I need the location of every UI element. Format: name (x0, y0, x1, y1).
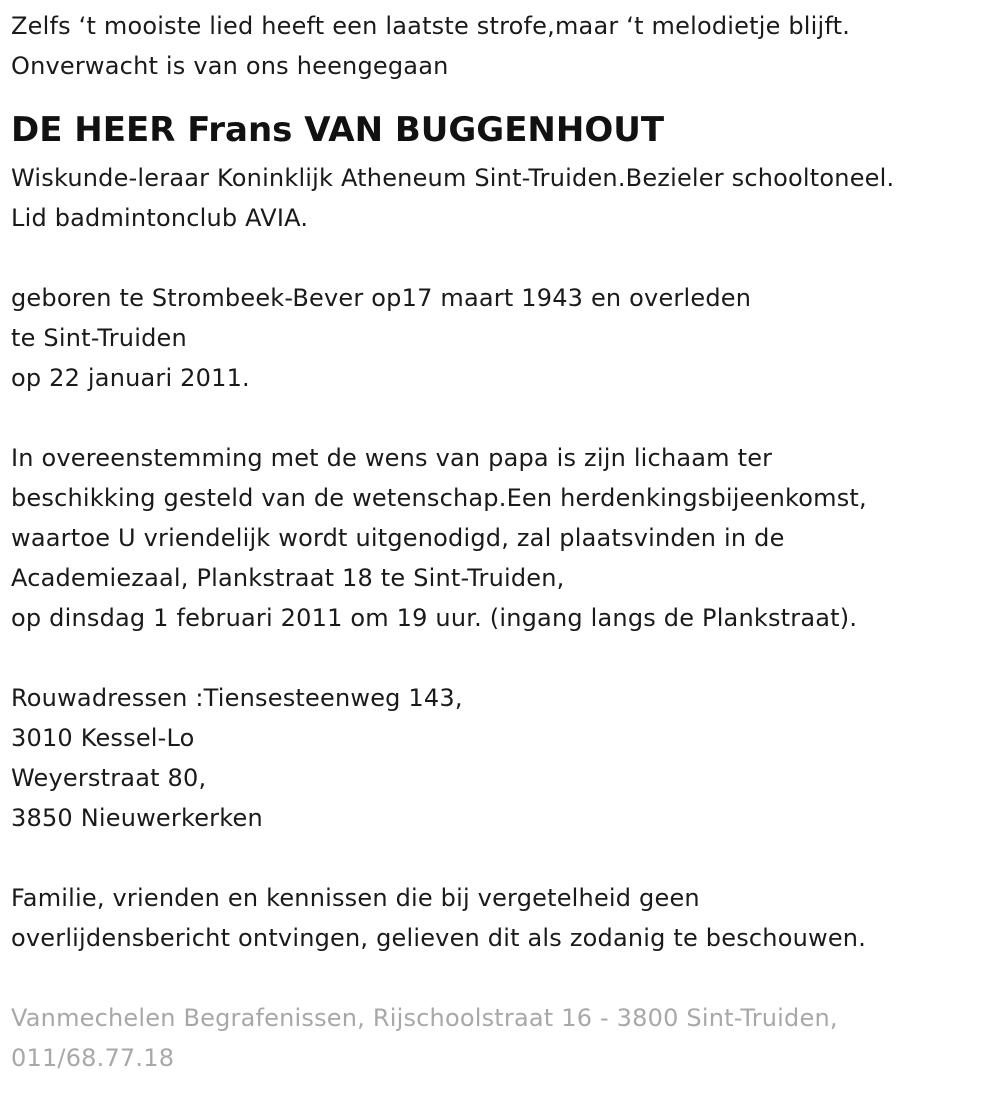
address-line: Rouwadressen :Tiensesteenweg 143, (11, 684, 463, 712)
ceremony-line: Academiezaal, Plankstraat 18 te Sint-Truiden, (11, 564, 565, 592)
birth-death-line: op 22 januari 2011. (11, 364, 250, 392)
ceremony-line: beschikking gesteld van de wetenschap.Een herdenkingsbijeenkomst, (11, 484, 867, 512)
description-line: Lid badmintonclub AVIA. (11, 204, 309, 232)
mourning-addresses (11, 678, 1000, 838)
funeral-home-info (11, 998, 1000, 1078)
notice-line: overlijdensbericht ontvingen, gelieven dit als zodanig te beschouwen. (11, 924, 867, 952)
description-line: Wiskunde-leraar Koninklijk Atheneum Sint-Truiden.Bezieler schooltoneel. (11, 164, 895, 192)
ceremony-info (11, 438, 1000, 638)
spacer (11, 838, 1000, 878)
ceremony-line: In overeenstemming met de wens van papa is zijn lichaam ter (11, 444, 773, 472)
description (11, 158, 1000, 238)
spacer (11, 238, 1000, 278)
birth-death-line: te Sint-Truiden (11, 324, 187, 352)
ceremony-line: op dinsdag 1 februari 2011 om 19 uur. (ingang langs de Plankstraat). (11, 604, 858, 632)
notice (11, 878, 1000, 958)
intro-line: Onverwacht is van ons heengegaan (11, 52, 449, 80)
address-line: 3850 Nieuwerkerken (11, 804, 263, 832)
ceremony-line: waartoe U vriendelijk wordt uitgenodigd, zal plaatsvinden in de (11, 524, 785, 552)
spacer (11, 398, 1000, 438)
birth-death-info (11, 278, 1000, 398)
intro-line: Zelfs ‘t mooiste lied heeft een laatste strofe,maar ‘t melodietje blijft. (11, 12, 851, 40)
birth-death-line: geboren te Strombeek-Bever op17 maart 1943 en overleden (11, 284, 752, 312)
deceased-name: DE HEER Frans VAN BUGGENHOUT (11, 110, 665, 150)
address-line: Weyerstraat 80, (11, 764, 207, 792)
intro-verse (11, 6, 1000, 86)
notice-line: Familie, vrienden en kennissen die bij vergetelheid geen (11, 884, 700, 912)
funeral-home-phone: 011/68.77.18 (11, 1044, 175, 1072)
spacer (11, 638, 1000, 678)
spacer (11, 958, 1000, 998)
funeral-home-line: Vanmechelen Begrafenissen, Rijschoolstraat 16 - 3800 Sint-Truiden, (11, 1004, 838, 1032)
address-line: 3010 Kessel-Lo (11, 724, 195, 752)
